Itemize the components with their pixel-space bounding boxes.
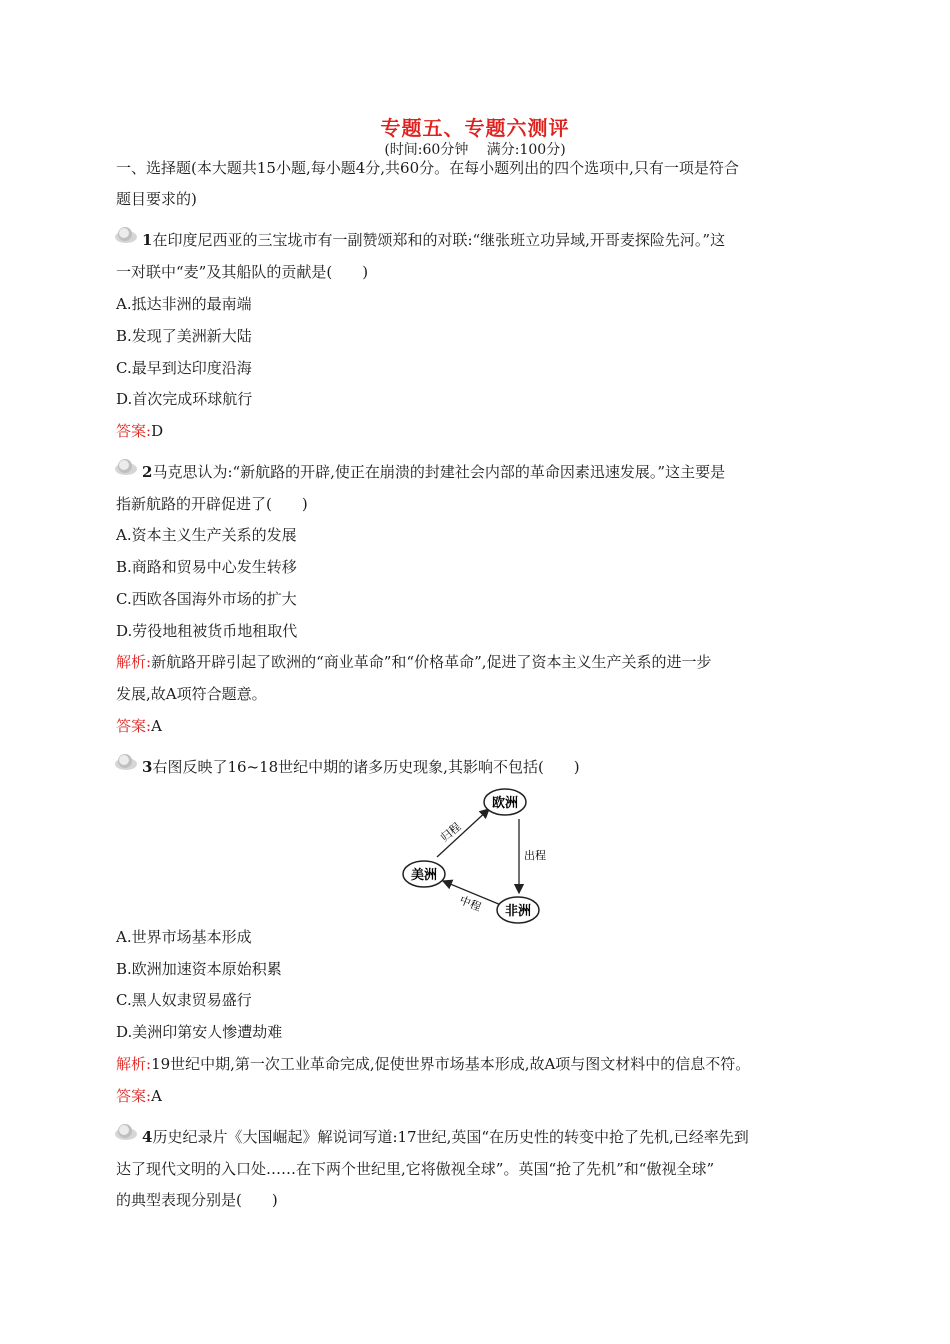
q3-analysis-text: 19世纪中期,第一次工业革命完成,促使世界市场基本形成,故A项与图文材料中的信息不符。 [151,1055,751,1073]
q1-stem-line-2: 一对联中“麦”及其船队的贡献是( ) [116,263,369,281]
q3-answer-value: A [151,1087,162,1105]
question-marker-icon [114,458,138,476]
q2-stem-line-1 [142,462,725,482]
q3-analysis-line-1 [116,1054,750,1074]
q3-analysis-label: 解析: [116,1055,152,1073]
q2-answer [116,716,162,736]
q3-stem-line-1 [142,757,580,777]
q1-option-c: C.最早到达印度沿海 [116,359,252,377]
q2-option-a: A.资本主义生产关系的发展 [116,526,297,544]
q1-answer-value: D [151,422,164,440]
q1-option-a: A.抵达非洲的最南端 [116,295,252,313]
question-marker-icon [114,226,138,244]
question-marker-icon [114,753,138,771]
q2-analysis-label: 解析: [116,653,152,671]
q2-number: 2 [142,463,153,481]
q1-stem-line-1 [142,230,725,250]
q3-option-b: B.欧洲加速资本原始积累 [116,960,282,978]
page-title: 专题五、专题六测评 [380,116,570,140]
q4-stem-line-2: 达了现代文明的入口处……在下两个世纪里,它将傲视全球”。英国“抢了先机”和“傲视全球” [116,1160,715,1178]
return-label: 归程 [438,820,464,845]
q3-answer-label: 答案: [116,1087,152,1105]
q2-analysis-line-1 [116,652,712,672]
q3-option-a: A.世界市场基本形成 [116,928,252,946]
outbound-label: 出程 [524,849,546,862]
q3-answer [116,1086,162,1106]
section-header-line-1: 一、选择题(本大题共15小题,每小题4分,共60分。在每小题列出的四个选项中,只有一项是符合 [116,159,739,177]
q4-stem-line-1 [142,1127,749,1147]
europe-label: 欧洲 [491,796,519,811]
q1-option-b: B.发现了美洲新大陆 [116,327,252,345]
q1-answer-label: 答案: [116,422,152,440]
q3-option-d: D.美洲印第安人惨遭劫难 [116,1023,283,1041]
q2-analysis-text: 新航路开辟引起了欧洲的“商业革命”和“价格革命”,促进了资本主义生产关系的进一步 [151,653,712,671]
q1-number: 1 [142,231,153,249]
q4-stem-line-3: 的典型表现分别是( ) [116,1191,278,1209]
q2-stem-line-2: 指新航路的开辟促进了( ) [116,495,308,513]
triangular-trade-diagram [395,785,555,927]
q2-answer-label: 答案: [116,717,152,735]
q2-option-b: B.商路和贸易中心发生转移 [116,558,297,576]
africa-label: 非洲 [504,904,532,919]
q1-option-d: D.首次完成环球航行 [116,390,253,408]
q2-option-d: D.劳役地租被货币地租取代 [116,622,298,640]
q1-stem-text: 在印度尼西亚的三宝垅市有一副赞颂郑和的对联:“继张班立功异域,开哥麦探险先河。”这 [152,231,726,249]
q1-answer [116,421,163,441]
q2-analysis-line-2: 发展,故A项符合题意。 [116,685,267,703]
america-label: 美洲 [410,868,438,883]
q3-option-c: C.黑人奴隶贸易盛行 [116,991,252,1009]
page-subtitle: (时间:60分钟 满分:100分) [384,142,566,158]
q2-answer-value: A [151,717,162,735]
middle-label: 中程 [457,893,483,914]
q2-option-c: C.西欧各国海外市场的扩大 [116,590,297,608]
q4-stem-text: 历史纪录片《大国崛起》解说词写道:17世纪,英国“在历史性的转变中抢了先机,已经率先到 [152,1128,749,1146]
q4-number: 4 [142,1128,153,1146]
q3-stem-text: 右图反映了16~18世纪中期的诸多历史现象,其影响不包括( ) [152,758,580,776]
section-header-line-2: 题目要求的) [116,190,197,208]
q2-stem-text: 马克思认为:“新航路的开辟,使正在崩溃的封建社会内部的革命因素迅速发展。”这主要是 [152,463,726,481]
question-marker-icon [114,1123,138,1141]
q3-number: 3 [142,758,153,776]
